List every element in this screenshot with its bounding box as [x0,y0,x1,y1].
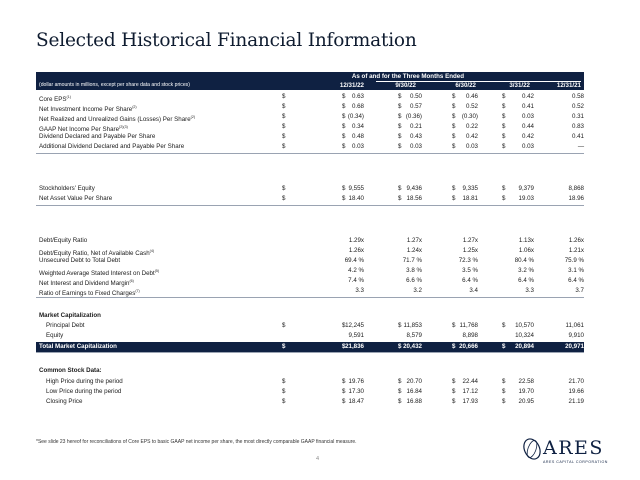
cell-value: 8,868 [568,185,584,192]
currency-symbol: $ [398,133,402,140]
cell-value: 0.34 [351,123,364,130]
cell-value: 9,591 [348,332,364,339]
row-label-text: Debt/Equity Ratio, Net of Available Cash [39,250,150,258]
table-row [36,397,584,407]
cell-value: 0.44 [521,123,534,130]
cell-value: 0.03 [465,143,478,150]
currency-symbol: $ [502,185,506,192]
cell-value: 1.13x [518,237,534,244]
cell-value: 0.42 [521,133,534,140]
cell-value: 20,971 [565,342,584,350]
cell-value: 72.3 % [458,257,478,264]
currency-symbol: $ [502,133,506,140]
cell-value: 0.52 [571,103,584,110]
cell-value: 0.52 [465,103,478,110]
currency-symbol: $ [502,103,506,110]
row-label [39,132,155,142]
footnote-marker: (1) [66,95,71,99]
cell-value: 6.6 % [406,277,422,284]
cell-value: 17.93 [462,398,478,405]
cell-value: 18.56 [406,195,422,202]
footnote-marker: (2) [190,115,196,119]
units-note: (dollar amounts in millions, except per share data and stock prices) [39,82,190,88]
row-label-text: Net Interest and Dividend Margin [39,280,130,288]
row-label [39,142,184,152]
currency-symbol: $ [452,93,456,100]
row-label-text: High Price during the period [46,378,123,385]
cell-value: 19.70 [518,388,534,395]
cell-value: 11,061 [565,322,584,329]
total-row [36,342,584,352]
currency-symbol: $ [398,113,402,120]
row-label [46,377,123,387]
cell-value: 4.2 % [348,267,364,274]
currency-symbol: $ [342,398,346,405]
cell-value: 0.48 [351,133,364,140]
currency-symbol: $ [342,185,346,192]
column-header: 3/31/22 [509,81,530,89]
ares-swirl-icon [522,437,542,461]
cell-value: 3.5 % [462,267,478,274]
table-row [36,387,584,397]
cell-value: 0.42 [465,133,478,140]
cell-value: 21,836 [345,342,364,350]
row-label-text: Core EPS [39,96,67,104]
cell-value: 8,898 [462,332,478,339]
row-label-text: Net Realized and Unrealized Gains (Losses) Per Share [39,116,191,124]
currency-symbol: $ [282,378,286,385]
cell-value: 0.50 [409,93,422,100]
row-label [46,397,82,407]
row-label [39,256,120,266]
cell-value: 10,324 [515,332,534,339]
row-label-text: Stockholders' Equity [39,185,95,192]
divider [36,153,584,154]
currency-symbol: $ [452,113,456,120]
currency-symbol: $ [452,378,456,385]
currency-symbol: $ [452,143,456,150]
cell-value: 0.57 [409,103,422,110]
table-row [36,246,584,256]
row-label [39,194,112,204]
currency-symbol: $ [342,143,346,150]
row-label-text: Closing Price [46,398,83,405]
currency-symbol: $ [452,322,456,329]
cell-value: 20,666 [459,342,478,350]
row-label-text: Dividend Declared and Payable Per Share [39,133,156,140]
cell-value: 0.58 [571,93,584,100]
period-caption: As of and for the Three Months Ended [351,73,464,80]
currency-symbol: $ [398,143,402,150]
cell-value: 17.12 [462,388,478,395]
cell-value: 7.4 % [348,277,364,284]
currency-symbol: $ [502,195,506,202]
currency-symbol: $ [282,185,286,192]
row-label [39,366,102,376]
column-header: 6/30/22 [455,81,476,89]
currency-symbol: $ [452,388,456,395]
cell-value: 19.66 [568,388,584,395]
logo-wordmark: ARES [543,437,604,459]
currency-symbol: $ [398,342,402,350]
table-row [36,122,584,132]
footnote-marker: (2)(3) [119,125,128,129]
cell-value: 11,853 [403,322,422,329]
currency-symbol: $ [282,342,286,350]
cell-value: 20.70 [406,378,422,385]
currency-symbol: $ [398,103,402,110]
row-label-text: Net Investment Income Per Share [39,106,133,114]
currency-symbol: $ [502,342,506,350]
currency-symbol: $ [398,195,402,202]
currency-symbol: $ [342,388,346,395]
cell-value: 8,579 [406,332,422,339]
cell-value: 9,910 [568,332,584,339]
currency-symbol: $ [398,93,402,100]
row-label-text: Debt/Equity Ratio [39,237,88,244]
currency-symbol: $ [342,103,346,110]
cell-value: (0.30) [461,113,478,120]
currency-symbol: $ [282,93,286,100]
cell-value: 18.40 [348,195,364,202]
row-label [39,342,117,352]
currency-symbol: $ [398,185,402,192]
table-row [36,132,584,142]
cell-value: 21.19 [568,398,584,405]
cell-value: 0.41 [571,133,584,140]
cell-value: 1.27x [462,237,478,244]
cell-value: 3.8 % [406,267,422,274]
cell-value: 20.95 [518,398,534,405]
row-label-text: Common Stock Data: [39,367,102,374]
currency-symbol: $ [282,195,286,202]
cell-value: 0.42 [521,93,534,100]
table-row [36,184,584,194]
cell-value: 19.03 [518,195,534,202]
cell-value: 0.41 [521,103,534,110]
cell-value: 1.24x [406,247,422,254]
currency-symbol: $ [342,195,346,202]
cell-value: 20,894 [515,342,534,350]
currency-symbol: $ [502,322,506,329]
cell-value: 20,432 [403,342,422,350]
currency-symbol: $ [398,378,402,385]
cell-value: 1.26x [568,237,584,244]
cell-value: 11,768 [459,322,478,329]
cell-value: (0.34) [347,113,364,120]
currency-symbol: $ [398,322,402,329]
divider [36,297,584,298]
table-row [36,266,584,276]
cell-value: 18.47 [348,398,364,405]
cell-value: 16.88 [406,398,422,405]
row-label-text: Principal Debt [46,322,85,329]
currency-symbol: $ [342,123,346,130]
table-row [36,286,584,296]
table-row [36,236,584,246]
cell-value: 1.06x [518,247,534,254]
currency-symbol: $ [342,342,346,350]
cell-value: 17.30 [348,388,364,395]
row-label-text: Unsecured Debt to Total Debt [39,257,121,264]
column-header: 12/31/21 [556,81,581,89]
cell-value: 1.27x [406,237,422,244]
cell-value: 19.76 [348,378,364,385]
column-header: 12/31/22 [339,81,364,89]
table-row [36,194,584,204]
row-label-text: Additional Dividend Declared and Payable Per Share [39,143,185,150]
footnote-marker: (2) [132,105,137,109]
page-title: Selected Historical Financial Information [36,30,417,51]
row-label [46,387,121,397]
row-label-text: Low Price during the period [46,388,122,395]
cell-value: 21.70 [568,378,584,385]
table-row [36,256,584,266]
cell-value: 0.46 [465,93,478,100]
cell-value: — [577,143,584,150]
currency-symbol: $ [282,388,286,395]
table-row [36,377,584,387]
ares-logo [522,436,612,472]
cell-value: 3.3 [525,287,534,294]
cell-value: 18.81 [462,195,478,202]
cell-value: 0.31 [571,113,584,120]
cell-value: 1.26x [348,247,364,254]
currency-symbol: $ [452,398,456,405]
cell-value: 0.03 [409,143,422,150]
row-label [39,236,87,246]
cell-value: 3.2 % [518,267,534,274]
cell-value: 18.96 [568,195,584,202]
cell-value: 0.43 [409,133,422,140]
row-label-text: Total Market Capitalization [39,342,117,350]
cell-value: 6.4 % [462,277,478,284]
cell-value: 0.22 [465,123,478,130]
cell-value: 22.58 [518,378,534,385]
row-label [46,321,85,331]
cell-value: (0.36) [405,113,422,120]
footnote-marker: (7) [135,289,140,293]
row-label-text: Equity [46,332,64,339]
divider [36,352,584,353]
row-label-text: Ratio of Earnings to Fixed Charges [39,290,136,298]
currency-symbol: $ [452,123,456,130]
cell-value: 3.1 % [568,267,584,274]
cell-value: 75.9 % [564,257,584,264]
table-row [36,92,584,102]
currency-symbol: $ [282,398,286,405]
footnote: *See slide 23 hereof for reconciliations of Core EPS to basic GAAP net income per share, the most directly comparable GAAP financial measure. [36,439,357,445]
table-row [36,321,584,331]
currency-symbol: $ [452,185,456,192]
currency-symbol: $ [452,133,456,140]
currency-symbol: $ [502,93,506,100]
currency-symbol: $ [502,143,506,150]
divider [36,205,584,206]
cell-value: 22.44 [462,378,478,385]
cell-value: 3.2 [413,287,422,294]
cell-value: 0.83 [571,123,584,130]
cell-value: 3.3 [355,287,364,294]
row-label-text: Market Capitalization [39,312,101,319]
currency-symbol: $ [502,113,506,120]
cell-value: 1.21x [568,247,584,254]
page-number: 4 [316,456,320,462]
cell-value: 0.68 [351,103,364,110]
currency-symbol: $ [502,123,506,130]
cell-value: 0.03 [351,143,364,150]
currency-symbol: $ [282,133,286,140]
cell-value: 10,570 [515,322,534,329]
row-label-text: Net Asset Value Per Share [39,195,113,202]
cell-value: 0.03 [521,143,534,150]
cell-value: 69.4 % [344,257,364,264]
cell-value: 12,245 [345,322,364,329]
cell-value: 80.4 % [514,257,534,264]
table-row [36,276,584,286]
currency-symbol: $ [398,388,402,395]
cell-value: 6.4 % [518,277,534,284]
currency-symbol: $ [342,93,346,100]
currency-symbol: $ [398,398,402,405]
currency-symbol: $ [282,123,286,130]
cell-value: 1.29x [348,237,364,244]
currency-symbol: $ [502,378,506,385]
currency-symbol: $ [282,113,286,120]
row-label [46,331,63,341]
row-label-text: GAAP Net Income Per Share [39,126,120,134]
table-row [36,331,584,341]
table-header [36,72,584,90]
table-row [36,142,584,152]
currency-symbol: $ [342,133,346,140]
cell-value: 3.4 [469,287,478,294]
currency-symbol: $ [398,123,402,130]
cell-value: 9,436 [406,185,422,192]
currency-symbol: $ [502,388,506,395]
table-row [36,311,584,321]
currency-symbol: $ [342,378,346,385]
cell-value: 3.7 [575,287,584,294]
footnote-marker: (6) [129,279,134,283]
logo-subtitle: ARES CAPITAL CORPORATION [543,460,608,464]
cell-value: 0.03 [521,113,534,120]
cell-value: 9,379 [518,185,534,192]
row-label-text: Weighted Average Stated Interest on Debt [39,270,155,278]
cell-value: 9,555 [348,185,364,192]
cell-value: 0.63 [351,93,364,100]
cell-value: 1.25x [462,247,478,254]
currency-symbol: $ [282,143,286,150]
currency-symbol: $ [452,103,456,110]
column-header: 9/30/22 [395,81,416,89]
currency-symbol: $ [342,322,346,329]
table-row [36,102,584,112]
table-row [36,112,584,122]
cell-value: 6.4 % [568,277,584,284]
row-label [39,311,101,321]
currency-symbol: $ [282,103,286,110]
row-label [39,184,95,194]
currency-symbol: $ [342,113,346,120]
currency-symbol: $ [282,322,286,329]
table-row [36,366,584,376]
cell-value: 71.7 % [402,257,422,264]
footnote-marker: (4) [149,249,155,253]
currency-symbol: $ [452,195,456,202]
cell-value: 0.21 [409,123,422,130]
currency-symbol: $ [452,342,456,350]
footnote-marker: (5) [154,269,160,273]
cell-value: 16.84 [406,388,422,395]
cell-value: 9,335 [462,185,478,192]
currency-symbol: $ [502,398,506,405]
